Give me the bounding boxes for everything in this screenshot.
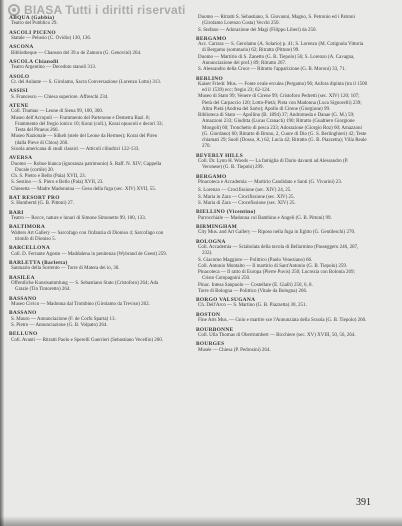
index-entry-line: Coll. Antonio Montalto — Il martirio di Sant'Antonio (G. B. Tiepolo) 259.	[198, 263, 348, 269]
index-entry	[9, 310, 169, 329]
index-entry-line: Kaiser Friedr. Mus. — Fonte ovale erculea (Pergamo) 96; Anfora dipinta (tra il 1500 ed il 1539) ecc; fregio 23; 62-124.	[198, 81, 368, 94]
index-entry-line: Biblioteca di Stato — Apollino (B. 1894) 37; Andromeda e Danae (G. M.) 59; Amazzoni 233; Giuditta (Lucas Cranach) 190; Ritratto (Gualtiero Giorgione Mongoli) 60; Tronchetto di pesca 233; Adorazione (Giorgio Roz) 60; Amazzoni (G. Giordano) 60; Ritratto di Bruno, 2, Cuore di Dio (G. S. Berlinghieri) 42; Teste chiamati 29; Suoli (Dosso, A.) 62, Lucia 42; Ritratto (G. B. Piazzetta); Villa Reale 270.	[198, 113, 367, 150]
index-entry-line: Coll. Ulla Thomas di Obertrumbert — Bicchiere (sec. XV) XVIII, 50, 56, 264.	[198, 332, 356, 338]
index-entry-location: BOLOGNA	[196, 238, 226, 245]
index-entry	[9, 59, 169, 72]
index-entry-line: Pinacoteca e Accademia — Martirio Candidato e Santi (G. Vivarini) 23.	[198, 180, 343, 185]
index-entry	[9, 88, 169, 101]
index-entry-line: S. Maria di Zara — Crocefissione (sec. XIV) 25.	[198, 200, 296, 206]
index-entry-line: Coll. Accademia — Sciabolata della tavola di Bellarmino (Passeggero 246, 287, 232).	[198, 245, 359, 257]
index-entry-line: S. Maria in Zara — Crocifissione (sec. XIV) 25.	[198, 194, 295, 200]
index-entry-location: BERGAMO	[196, 35, 227, 42]
index-entry-line: S. Lorenzo — Crocifissione (sec. XIV) 24, 25.	[198, 188, 292, 194]
index-entry	[196, 36, 368, 74]
index-entry-line: Teatro — Rocce, nature e lunari di Simone Simonetto 99, 100, 133.	[11, 215, 147, 221]
index-entry-location: BERGAMO	[196, 173, 227, 180]
index-entry-line: Fine Arts Mus. — Gnio e martire sce l'Annunziata della Scuola (G. B. Tiepolo) 260.	[198, 318, 367, 324]
index-entry	[9, 224, 169, 243]
index-entry-line: Museo Civico — Madonna dal Trombino (Girolamo da Treviso) 262.	[11, 301, 150, 307]
index-entry	[9, 195, 169, 208]
index-entry	[196, 153, 368, 172]
index-entry-line: Pinac. Intesa Sanpaolo — Costellare (E. Gialli) 250, 6, 8.	[198, 282, 313, 288]
index-entry	[9, 210, 169, 223]
index-entry-line: Coll. Thumas — Leone di Siena 99, 100, 360.	[11, 109, 104, 115]
index-entry	[196, 15, 368, 34]
right-column	[196, 15, 368, 356]
index-entry-location: BOURGES	[196, 341, 225, 348]
index-entry	[196, 312, 368, 325]
index-entry-line: S. Giacomo Maggiore — Polittico (Paolo Veneziano) 66.	[198, 257, 313, 263]
index-entry-location: BORGO VALSUGANA	[196, 297, 256, 304]
index-entry-line: Statale — Pelusio (C. Ovidio) 130, 136.	[11, 35, 92, 41]
index-entry-location: BASSANO	[9, 310, 37, 317]
index-entry	[9, 74, 169, 87]
index-entry-line: Ch. Dell'Arco — S. Martino (G. B. Piazzetta) 30, 251.	[198, 303, 307, 309]
index-entry-location: BIELLINO (Vicentino)	[196, 209, 256, 216]
index-entry-location: AVERSA	[9, 155, 33, 162]
index-entry-location: BARI	[9, 209, 24, 216]
index-entry-location: ASOLO	[9, 73, 30, 80]
index-entry-location: ASCOLI PICENO	[9, 29, 56, 36]
index-entry-line: Ch. S. Pietro e Bello (Pala) XVII, 23.	[11, 174, 86, 180]
index-entry-line: S. Alessandro della Croce — Ritratto l'apparizione (G. B. Moroni) 33, 71.	[198, 67, 346, 73]
index-entry	[9, 331, 169, 344]
index-entry-location: ATENE	[9, 103, 29, 110]
index-entry	[196, 209, 368, 222]
index-entry-line: Bibliotheque — Chanson del 39.o de Zamora (G. Genovini) 264.	[11, 50, 142, 56]
index-entry-location: BEVERLY HILLS	[196, 152, 244, 159]
index-entry-location: ASCONA	[9, 44, 34, 51]
index-entry-line: Duomo — Ritratti S. Sebastiano, S. Giovanni, Magno, S. Petronio ed i Patroni (Girolamo Lorenzo Costa) Vecchi 250.	[198, 15, 355, 27]
index-entry-location: BALTIMORA	[9, 224, 46, 231]
index-entry	[9, 15, 169, 28]
page-number: 391	[356, 497, 371, 508]
index-entry	[9, 30, 169, 43]
watermark-text: BIASA Tutti i diritti riservati	[24, 3, 186, 17]
index-entry-line: Acc. Carrara — S. Gerolamo (A. Solario) p. 41; S. Lorenzo (M. Cotignola Vittoria di Bergamo (sommario) 62; Ritratto (Pittore) 99.	[198, 42, 364, 54]
index-entry-location: BASSANO	[9, 295, 37, 302]
index-entry-location: BARCELLONA	[9, 245, 51, 252]
index-entry-line: Parrocchiale — Madonna col Bambino e Angeli (G. B. Pittoni) 99.	[198, 215, 332, 221]
index-entry-line: Coll. Dr. Lynn H. Woods — La famiglia di Dario davanti ad Alessandro (P. Veronese) (G. B. Tiepolo) 299.	[198, 159, 349, 171]
index-entry	[9, 296, 169, 309]
index-entry-line: Walters Art Gallery — Sarcofago con l'infanzia di Dioniso 4; Sarcofago con trionfo di Dioniso 5.	[11, 230, 164, 242]
index-entry-line: City Mus. and Art Gallery — Riposo nella fuga in Egitto (G. Gentileschi) 270.	[198, 230, 356, 236]
index-entry-location: BELLUNO	[9, 331, 38, 338]
index-entry-location: BIRMINGHAM	[196, 224, 238, 231]
index-entry	[9, 260, 169, 273]
index-entry-line: Chiesetta — Madre Madonnina — Gesu della fuga (sec. XIV) XVII, 55.	[11, 186, 156, 192]
index-entry-line: S. Pietro — Annunciazione (G. B. Volpato) 264.	[11, 322, 108, 328]
page-bottom-shadow	[0, 516, 402, 526]
index-entry-line: Teatro Argentino — Deceduto stanoli 313.	[11, 65, 97, 71]
left-column	[9, 15, 169, 346]
index-entry-line: S. Stefano — Adorazione dei Magi (Filippo Liberi) da 250.	[198, 27, 317, 33]
index-entry	[196, 174, 368, 187]
index-entry	[196, 188, 368, 207]
index-entry-line: S. Sestino — S. Piero e Bello (Pala) XVII, 23.	[11, 180, 104, 186]
index-entry	[196, 341, 368, 354]
index-entry	[196, 76, 368, 151]
index-entry	[196, 239, 368, 295]
index-entry-line: Duomo — Roboe bianca (ignoranza patrimonio) S. Raff. N. XIV; Cappella Ducale (cortile) 20.	[11, 161, 162, 173]
index-entry-line: Offentliche Kunstsammlung — S. Sebastiano Stato (Cristoforo) 264; Ada Grazie (Tin Tintoretto) 264.	[11, 280, 159, 293]
index-entry-line: Museo di Stato 99; Venere di Cirene 99; Cristoforo Pedretti (sec. XIV) 120; 107; Pietà del Carpaccio 120; Lotto-Pietà; Pieta con Madonna (Luca Signorelli) 239; Altra Pietà (Andrea del Sarto); Apollo di Cirene (Giorgione) 99.	[198, 94, 362, 112]
index-entry-location: BOSTON	[196, 311, 221, 318]
index-entry-location: BASILEA	[9, 274, 35, 281]
index-entry	[196, 327, 368, 340]
index-entry	[9, 44, 169, 57]
page-binding-edge	[0, 0, 4, 526]
index-entry-line: S. Francesco — Chiesa superiore. Affreschi 234.	[11, 94, 109, 100]
index-entry-line: Musée — Chiesa (P. Pedrosini) 264.	[198, 347, 271, 353]
index-entry-location: BARLETTA (Barletta)	[9, 260, 68, 266]
index-entry-location: ABQUA (Gabbia)	[9, 15, 55, 21]
index-entry-location: BAT RESORT PRO	[9, 195, 60, 201]
index-entry-line: Teatro del Pubblico 29.	[11, 21, 58, 27]
index-entry	[9, 275, 169, 294]
index-entry	[196, 224, 368, 237]
index-entry-line: S. Mauro — Annunciazione (F. de Corfu Sparta) 13.	[11, 316, 116, 322]
index-entry-line: Museo dell'Acropoli — Frammento del Partenone e Demetra Bazl. 8; Frammento del fregio ionico 10; Korai (coll.), Korai opuscoli e decori 33; Testa del Piraeus 266.	[11, 115, 163, 134]
index-entry-line: Cr. del Aulante — S. Girolamo, Sacra Conversazione (Lorenzo Lotto) 313.	[11, 80, 161, 85]
index-entry-line: S. Humbertd (G. B. Pittoni) 27.	[11, 201, 74, 207]
index-entry-line: Scuola americana di studi classici — Atticoli cilindrici 122-133.	[11, 146, 140, 152]
index-entry-line: Coll. Avanti — Ritratti Paolo e Sperelli Guerrieri (Sebastiano Vecellio) 260.	[11, 337, 164, 343]
index-entry	[9, 103, 169, 153]
index-entry-location: BOURBONNE	[196, 326, 234, 333]
index-entry-line: Torre di Bologna — Polittico (Vitale da Bologna) 266.	[198, 288, 308, 294]
index-entry-line: Coll. D. Ferrante Agosto — Maddalena in penitenza (Wybrand de Geest) 259.	[11, 251, 168, 257]
index-entry	[196, 297, 368, 310]
index-entry-line: Santuario della Sorrento — Torre di Matera dei io, 30.	[11, 266, 120, 272]
index-entry-line: Pinacoteca — Il ratto di Europa (Pierre Puvis) 250; Lucrezia con Bolonia 269; Cristo Compagnini 250.	[198, 270, 355, 282]
index-entry-line: Duomo — Martirio di S. Zanetto (G. B. Tiepolo) 56; S. Lorenzo (A. Cavagna, Annunciazione del prof.) 89; Ritratto 267.	[198, 54, 355, 66]
index-entry-line: Museo Nazionale — Silkeh (stele del Leone da Hermes); Korai del Pireo (dalla Pieve di Chios) 266.	[11, 134, 158, 146]
index-entry-location: ASCOLA Chianolli	[9, 59, 59, 66]
index-entry-location: ASSISI	[9, 88, 28, 95]
index-entry-location: BERLINO	[196, 75, 223, 82]
index-entry	[9, 245, 169, 258]
index-entry	[9, 155, 169, 193]
